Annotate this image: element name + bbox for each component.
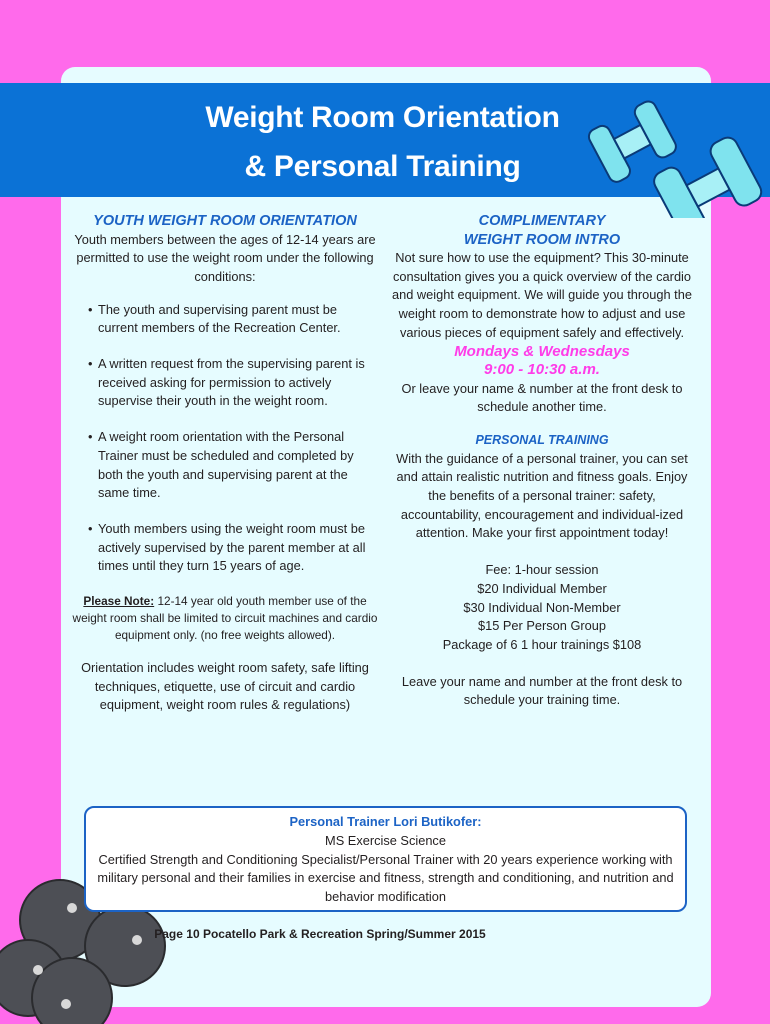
list-item: • A written request from the supervising parent is received asking for permission to actively supervise their youth in the weight room.: [66, 355, 384, 411]
complimentary-heading: COMPLIMENTARY: [478, 213, 606, 229]
weight-room-intro-heading: WEIGHT ROOM INTRO: [463, 231, 621, 248]
please-note-label: Please Note:: [83, 594, 155, 609]
intro-time: 9:00 - 10:30 a.m.: [484, 361, 600, 379]
title-line-2: & Personal Training: [244, 150, 521, 183]
fee-item: $20 Individual Member: [477, 580, 607, 596]
page-title: [150, 93, 615, 191]
dumbbells-icon: [582, 83, 770, 218]
please-note-text: 12-14 year old youth member use of the weight room shall be limited to circuit machines and cardio equipment only. (no free weights allowed).: [72, 594, 378, 643]
youth-conditions-list: [66, 301, 384, 576]
fee-item: $15 Per Person Group: [477, 618, 607, 634]
title-line-1: Weight Room Orientation: [205, 101, 560, 134]
intro-description: Not sure how to use the equipment? This 30-minute consultation gives you a quick overview of the cardio and weight equipment. We will guide you through the weight room to demonstrate how to adjust and use various pieces of equipment safely and effectively.: [392, 250, 692, 340]
please-note: [66, 593, 384, 644]
intro-days: Mondays & Wednesdays: [454, 342, 630, 360]
fee-item: Package of 6 1 hour trainings $108: [442, 636, 642, 652]
personal-training-heading: PERSONAL TRAINING: [475, 432, 609, 447]
trainer-name: Personal Trainer Lori Butikofer:: [289, 814, 482, 829]
fee-list: [392, 561, 692, 655]
fee-item: Fee: 1-hour session: [485, 562, 599, 578]
personal-training-text: With the guidance of a personal trainer, you can set and attain realistic nutrition and fitness goals. Enjoy the benefits of a personal trainer: safety, accountability, encouragement and individual-ized attention. Make your first appointment today!: [396, 450, 688, 541]
trainer-bio: Certified Strength and Conditioning Specialist/Personal Trainer with 20 years experience working with military personal and their families in exercise and fitness, strength and conditioning, and nutrition and behavior modification: [97, 851, 674, 905]
youth-orientation-column: [66, 212, 384, 715]
youth-orientation-heading: YOUTH WEIGHT ROOM ORIENTATION: [93, 213, 357, 229]
orientation-includes-text: Orientation includes weight room safety, safe lifting techniques, etiquette, use of circuit and cardio equipment, weight room rules & regulations): [81, 660, 369, 713]
training-closing-text: Leave your name and number at the front desk to schedule your training time.: [401, 673, 683, 708]
trainer-info-box: [84, 806, 687, 912]
complimentary-intro-column: [392, 212, 692, 710]
fee-item: $30 Individual Non-Member: [463, 599, 621, 615]
page-footer: Page 10 Pocatello Park & Recreation Spring/Summer 2015: [154, 927, 486, 941]
trainer-degree: MS Exercise Science: [325, 832, 446, 848]
schedule-text: Or leave your name & number at the front desk to schedule another time.: [401, 380, 683, 415]
list-item: • A weight room orientation with the Personal Trainer must be scheduled and completed by both the youth and supervising parent at the same time.: [66, 428, 384, 503]
youth-intro-text: Youth members between the ages of 12-14 years are permitted to use the weight room under the following conditions:: [74, 231, 376, 284]
list-item: • The youth and supervising parent must be current members of the Recreation Center.: [66, 301, 384, 338]
list-item: • Youth members using the weight room must be actively supervised by the parent member at all times until they turn 15 years of age.: [66, 520, 384, 576]
